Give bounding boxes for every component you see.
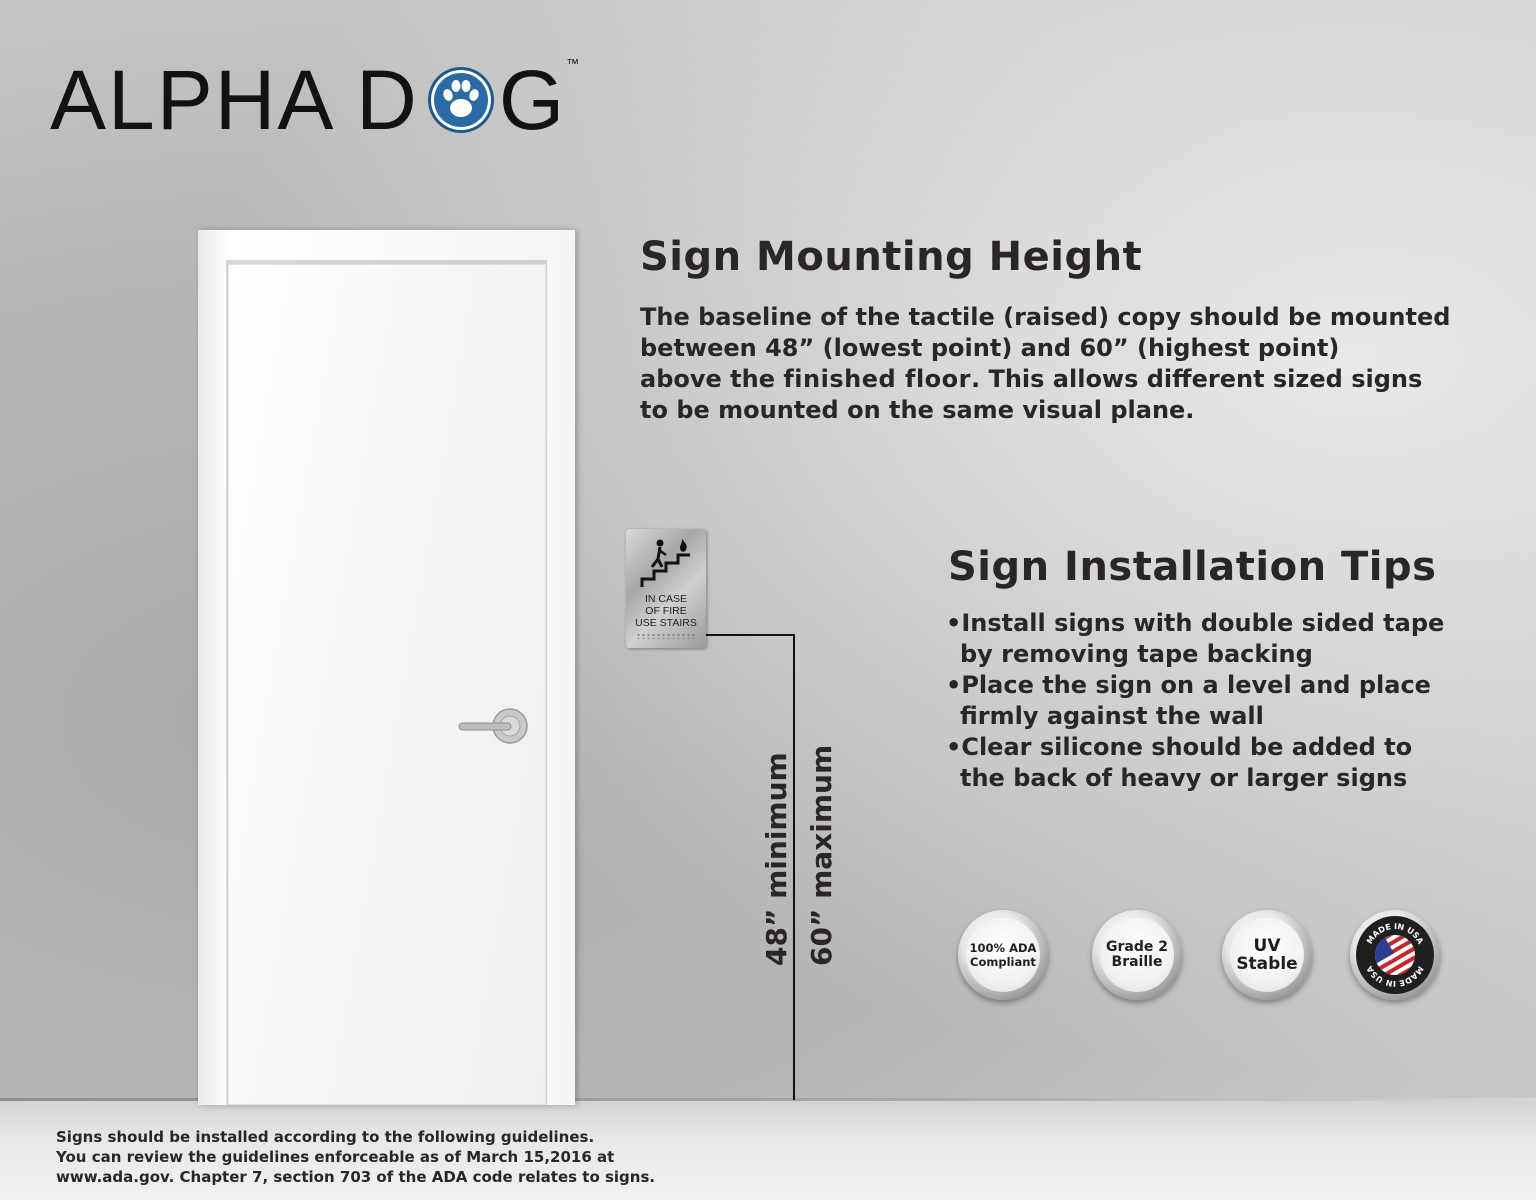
uv-badge-line-2: Stable [1236, 954, 1298, 974]
braille-badge-line-2: Braille [1111, 954, 1163, 970]
ada-badge-line-1: 100% ADA [969, 941, 1037, 955]
tip-3-line-1: •Clear silicone should be added to [946, 733, 1413, 761]
paw-icon [425, 64, 497, 136]
max-height-label: 60” maximum [805, 744, 838, 966]
tip-item [946, 732, 1506, 794]
uv-stable-badge [1222, 910, 1312, 1000]
mounting-line-3 [640, 364, 1460, 395]
mounting-line-3-prefix: above the [640, 365, 784, 393]
stairs-person-icon [638, 535, 694, 591]
sign-line-1: IN CASE [644, 593, 687, 605]
mounting-line-3-suffix: . This allows different sized signs [971, 365, 1423, 393]
min-height-label: 48” minimum [760, 752, 793, 966]
usa-flag-icon [1356, 916, 1434, 994]
ada-badge-text [966, 918, 1040, 992]
braille-badge-line-1: Grade 2 [1106, 939, 1168, 955]
braille-badge-text [1100, 918, 1174, 992]
tip-1-line-2: by removing tape backing [960, 640, 1313, 668]
footer-guidelines [56, 1127, 655, 1187]
logo-text-left: ALPHA D [50, 53, 419, 147]
usa-badge-bottom-text: MADE IN USA [1364, 964, 1426, 989]
ada-badge-line-2: Compliant [970, 955, 1036, 969]
footer-line-1: Signs should be installed according to the following guidelines. [56, 1128, 595, 1146]
mounting-line-4: to be mounted on the same visual plane. [640, 396, 1195, 424]
sign-text [626, 593, 706, 629]
mounting-height-title: Sign Mounting Height [640, 234, 1143, 280]
door-handle-icon [456, 706, 530, 746]
grade-2-braille-badge [1092, 910, 1182, 1000]
footer-line-3: www.ada.gov. Chapter 7, section 703 of the ADA code relates to signs. [56, 1168, 656, 1186]
installation-tips-list [946, 608, 1506, 794]
trademark-symbol: ™ [566, 56, 580, 71]
mounting-line-2: between 48” (lowest point) and 60” (highest point) [640, 334, 1340, 362]
measure-line-top [706, 634, 795, 636]
mounting-height-description [640, 302, 1460, 426]
mounting-line-1: The baseline of the tactile (raised) copy should be mounted [640, 303, 1451, 331]
uv-badge-text [1230, 918, 1304, 992]
tip-2-line-2: firmly against the wall [960, 702, 1264, 730]
tip-1-line-1: •Install signs with double sided tape [946, 609, 1445, 637]
made-in-usa-badge [1350, 910, 1440, 1000]
sign-line-3: USE STAIRS [635, 617, 697, 629]
sign-line-2: OF FIRE [645, 605, 687, 617]
usa-badge-top-text: MADE IN USA [1364, 921, 1426, 946]
finished-floor-emphasis: finished floor [783, 365, 971, 393]
door [228, 264, 546, 1105]
tip-2-line-1: •Place the sign on a level and place [946, 671, 1431, 699]
usa-badge-ring [1356, 916, 1434, 994]
fire-stairs-sign [626, 529, 706, 648]
measure-line-vertical [793, 634, 795, 1100]
installation-tips-title: Sign Installation Tips [948, 544, 1437, 590]
uv-badge-line-1: UV [1253, 936, 1281, 956]
footer-line-2: You can review the guidelines enforceable as of March 15,2016 at [56, 1148, 615, 1166]
tip-item [946, 608, 1506, 670]
logo-text-right: G [498, 53, 567, 147]
braille-dots [636, 633, 696, 639]
tip-item [946, 670, 1506, 732]
ada-compliant-badge [958, 910, 1048, 1000]
tip-3-line-2: the back of heavy or larger signs [960, 764, 1408, 792]
brand-logo [50, 50, 579, 150]
